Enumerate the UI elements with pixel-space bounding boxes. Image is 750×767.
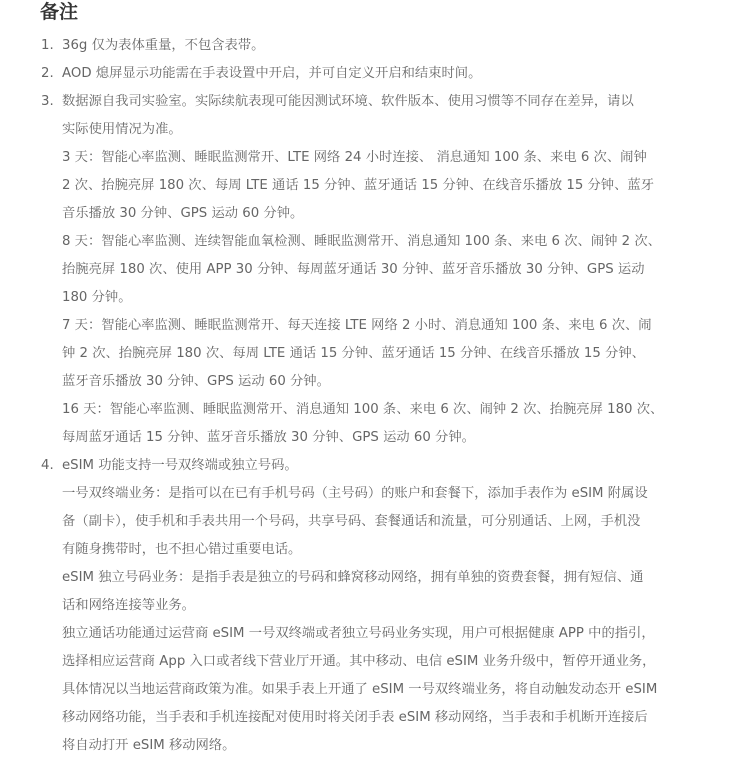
note-text: eSIM 功能支持一号双终端或独立号码。 (62, 458, 298, 473)
note-text: AOD 熄屏显示功能需在手表设置中开启，并可自定义开启和结束时间。 (62, 66, 482, 81)
paragraph-line: 一号双终端业务：是指可以在已有手机号码（主号码）的账户和套餐下，添加手表作为 eSIM 附属设 (62, 486, 648, 501)
note-text-line: 实际使用情况为准。 (62, 122, 182, 137)
paragraph-line: 备（副卡），使手机和手表共用一个号码，共享号码、套餐通话和流量，可分别通话、上网，手机没 (62, 514, 641, 529)
paragraph-line: 8 天：智能心率监测、连续智能血氧检测、睡眠监测常开、消息通知 100 条、来电 6 次、闹钟 2 次、 (62, 234, 661, 249)
note-text-line: 数据源自我司实验室。实际续航表现可能因测试环境、软件版本、使用习惯等不同存在差异，请以 (62, 94, 634, 109)
paragraph-line: 蓝牙音乐播放 30 分钟、GPS 运动 60 分钟。 (62, 374, 330, 389)
paragraph-line: 3 天：智能心率监测、睡眠监测常开、LTE 网络 24 小时连接、 消息通知 100 条、来电 6 次、闹钟 (62, 150, 647, 165)
paragraph-line: 移动网络功能，当手表和手机连接配对使用时将关闭手表 eSIM 移动网络，当手表和手机断开连接后 (62, 710, 648, 725)
paragraph-line: 每周蓝牙通话 15 分钟、蓝牙音乐播放 30 分钟、GPS 运动 60 分钟。 (62, 430, 475, 445)
paragraph-line: 话和网络连接等业务。 (62, 598, 195, 613)
note-number: 4. (41, 458, 54, 473)
paragraph-line: 16 天：智能心率监测、睡眠监测常开、消息通知 100 条、来电 6 次、闹钟 2 次、抬腕亮屏 180 次、 (62, 402, 664, 417)
paragraph-line: 180 分钟。 (62, 290, 132, 305)
paragraph-line: 独立通话功能通过运营商 eSIM 一号双终端或者独立号码业务实现，用户可根据健康 APP 中的指引， (62, 626, 655, 641)
paragraph-line: 具体情况以当地运营商政策为准。如果手表上开通了 eSIM 一号双终端业务，将自动触发动态开 eSIM (62, 682, 658, 697)
notes-heading: 备注 (40, 1, 79, 23)
paragraph-line: 将自动打开 eSIM 移动网络。 (62, 738, 236, 753)
paragraph-line: eSIM 独立号码业务：是指手表是独立的号码和蜂窝移动网络，拥有单独的资费套餐，拥有短信、通 (62, 570, 644, 585)
note-text: 36g 仅为表体重量，不包含表带。 (62, 38, 265, 53)
paragraph-line: 7 天：智能心率监测、睡眠监测常开、每天连接 LTE 网络 2 小时、消息通知 100 条、来电 6 次、闹 (62, 318, 652, 333)
note-number: 1. (41, 38, 54, 53)
paragraph-line: 抬腕亮屏 180 次、使用 APP 30 分钟、每周蓝牙通话 30 分钟、蓝牙音乐播放 30 分钟、GPS 运动 (62, 262, 645, 277)
note-number: 2. (41, 66, 54, 81)
paragraph-line: 钟 2 次、抬腕亮屏 180 次、每周 LTE 通话 15 分钟、蓝牙通话 15 分钟、在线音乐播放 15 分钟、 (62, 346, 645, 361)
paragraph-line: 音乐播放 30 分钟、GPS 运动 60 分钟。 (62, 206, 304, 221)
paragraph-line: 有随身携带时，也不担心错过重要电话。 (62, 542, 302, 557)
note-number: 3. (41, 94, 54, 109)
paragraph-line: 2 次、抬腕亮屏 180 次、每周 LTE 通话 15 分钟、蓝牙通话 15 分钟、在线音乐播放 15 分钟、蓝牙 (62, 178, 654, 193)
paragraph-line: 选择相应运营商 App 入口或者线下营业厅开通。其中移动、电信 eSIM 业务升级中，暂停开通业务， (62, 654, 656, 669)
